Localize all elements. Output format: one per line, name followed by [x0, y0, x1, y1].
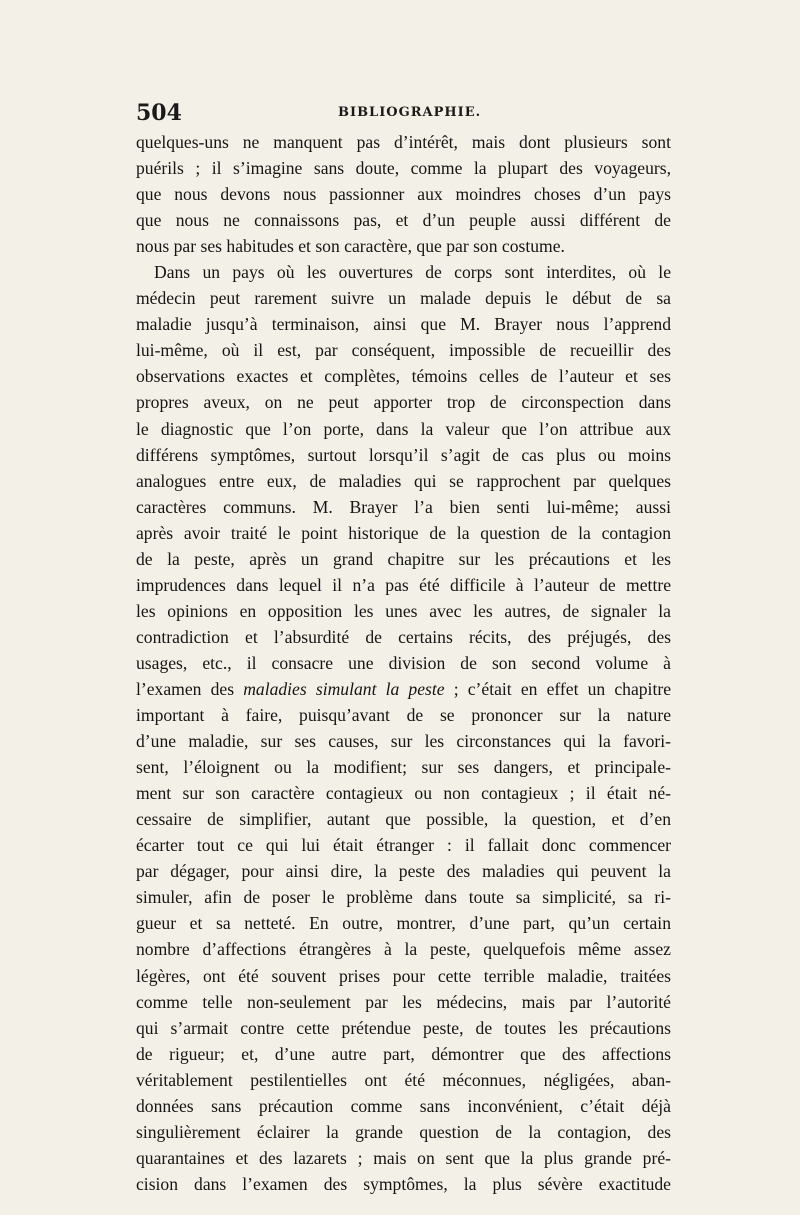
text-line: différens symptômes, surtout lorsqu’il s’agit de cas plus ou moins — [136, 444, 671, 465]
text-line: nous par ses habitudes et son caractère, que par son costume. — [136, 236, 565, 257]
text-line: imprudences dans lequel il n’a pas été difficile à l’auteur de mettre — [136, 574, 671, 595]
text-line: singulièrement éclairer la grande question de la contagion, des — [136, 1121, 671, 1142]
text-line: par dégager, pour ainsi dire, la peste des maladies qui peuvent la — [136, 861, 671, 882]
text-line: que nous devons nous passionner aux moindres choses d’un pays — [136, 184, 671, 205]
page-header — [136, 100, 671, 128]
text-line: comme telle non-seulement par les médecins, mais par l’autorité — [136, 991, 671, 1012]
text-line: puérils ; il s’imagine sans doute, comme la plupart des voyageurs, — [136, 158, 671, 179]
text-line: caractères communs. M. Brayer l’a bien senti lui-même; aussi — [136, 496, 671, 517]
text-line: le diagnostic que l’on porte, dans la valeur que l’on attribue aux — [136, 418, 671, 439]
line-text-before: l’examen des — [136, 678, 244, 699]
text-line: médecin peut rarement suivre un malade depuis le début de sa — [136, 288, 671, 309]
text-line: usages, etc., il consacre une division de son second volume à — [136, 652, 671, 673]
text-line: maladie jusqu’à terminaison, ainsi que M. Brayer nous l’apprend — [136, 314, 671, 335]
text-line: contradiction et l’absurdité de certains récits, des préjugés, des — [136, 626, 671, 647]
text-line: écarter tout ce qui lui était étranger : il fallait donc commencer — [136, 835, 671, 856]
text-line: les opinions en opposition les unes avec les autres, de signaler la — [136, 600, 671, 621]
line-text-after: ; c’était en effet un chapitre — [444, 678, 671, 699]
text-line: simuler, afin de poser le problème dans toute sa simplicité, sa ri- — [136, 887, 671, 908]
text-line: gueur et sa netteté. En outre, montrer, d’une part, qu’un certain — [136, 913, 671, 934]
text-line: analogues entre eux, de maladies qui se rapprochent par quelques — [136, 470, 671, 491]
page-number: 504 — [136, 100, 182, 126]
text-line: lui-même, où il est, par conséquent, impossible de recueillir des — [136, 340, 671, 361]
text-line: quelques-uns ne manquent pas d’intérêt, mais dont plusieurs sont — [136, 132, 671, 152]
text-line: important à faire, puisqu’avant de se prononcer sur la nature — [136, 705, 671, 726]
running-head: BIBLIOGRAPHIE. — [338, 105, 482, 120]
body-text — [136, 129, 671, 1197]
text-line: que nous ne connaissons pas, et d’un peuple aussi différent de — [136, 210, 671, 231]
text-line: quarantaines et des lazarets ; mais on sent que la plus grande pré- — [136, 1147, 671, 1168]
text-line: qui s’armait contre cette prétendue peste, de toutes les précautions — [136, 1017, 671, 1038]
text-line: nombre d’affections étrangères à la peste, quelquefois même assez — [136, 939, 671, 960]
text-line: cessaire de simplifier, autant que possible, la question, et d’en — [136, 809, 671, 830]
text-line: Dans un pays où les ouvertures de corps sont interdites, où le — [154, 262, 671, 283]
italic-title: maladies simulant la peste — [243, 678, 445, 699]
text-line-with-italic — [136, 676, 671, 702]
text-line: ment sur son caractère contagieux ou non contagieux ; il était né- — [136, 783, 671, 804]
text-line: légères, ont été souvent prises pour cette terrible maladie, traitées — [136, 965, 671, 986]
text-line: cision dans l’examen des symptômes, la plus sévère exactitude — [136, 1173, 671, 1194]
text-line: véritablement pestilentielles ont été méconnues, négligées, aban- — [136, 1069, 671, 1090]
text-line: d’une maladie, sur ses causes, sur les circonstances qui la favori- — [136, 731, 671, 752]
text-line: de rigueur; et, d’une autre part, démontrer que des affections — [136, 1043, 671, 1064]
text-line: observations exactes et complètes, témoins celles de l’auteur et ses — [136, 366, 671, 387]
text-line: propres aveux, on ne peut apporter trop de circonspection dans — [136, 392, 671, 413]
text-line: de la peste, après un grand chapitre sur les précautions et les — [136, 548, 671, 569]
text-line: sent, l’éloignent ou la modifient; sur ses dangers, et principale- — [136, 757, 671, 778]
text-line: données sans précaution comme sans inconvénient, c’était déjà — [136, 1095, 671, 1116]
text-line: après avoir traité le point historique de la question de la contagion — [136, 522, 671, 543]
